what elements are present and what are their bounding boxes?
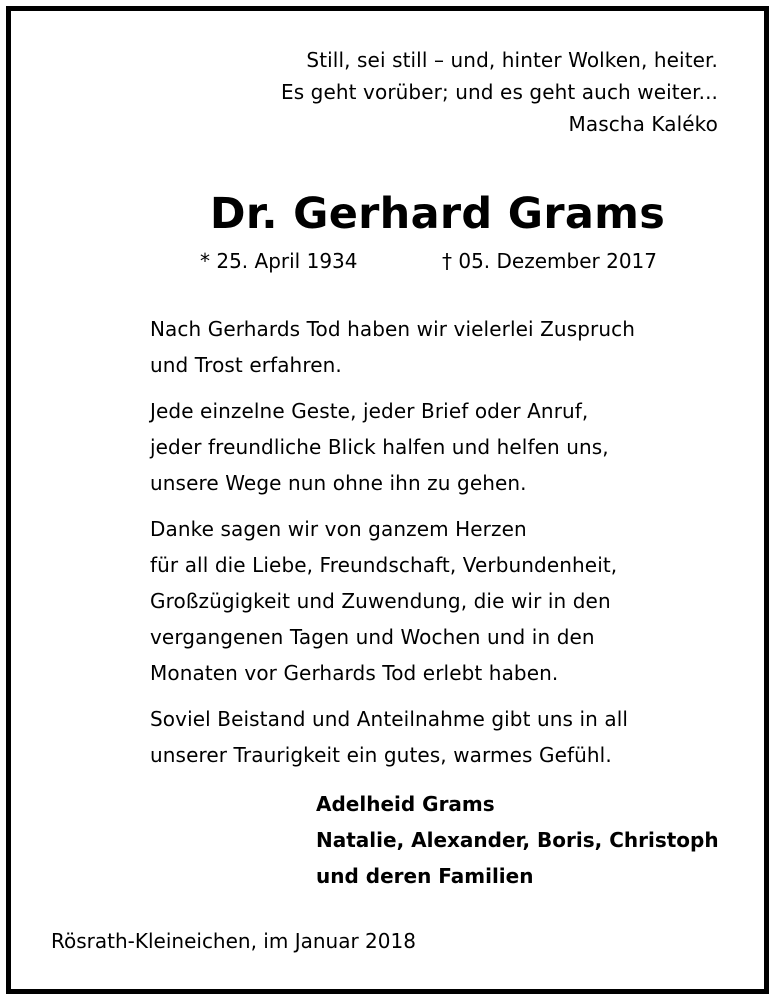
quote-line: Es geht vorüber; und es geht auch weiter... — [280, 80, 718, 104]
message-paragraph — [150, 393, 635, 501]
message-line: Jede einzelne Geste, jeder Brief oder Anruf, — [150, 399, 589, 423]
thank-you-message — [150, 311, 635, 783]
message-line: unserer Traurigkeit ein gutes, warmes Gefühl. — [150, 743, 612, 767]
quote-line: Still, sei still – und, hinter Wolken, heiter. — [306, 48, 718, 72]
message-paragraph — [150, 511, 635, 691]
quote-author: Mascha Kaléko — [568, 112, 718, 136]
message-line: Danke sagen wir von ganzem Herzen — [150, 517, 527, 541]
message-paragraph — [150, 701, 635, 773]
signer-name: und deren Familien — [316, 864, 534, 888]
message-line: für all die Liebe, Freundschaft, Verbundenheit, — [150, 553, 618, 577]
message-line: Soviel Beistand und Anteilnahme gibt uns in all — [150, 707, 629, 731]
place-and-date: Rösrath-Kleineichen, im Januar 2018 — [51, 929, 416, 953]
signer-name: Natalie, Alexander, Boris, Christoph — [316, 828, 719, 852]
message-paragraph — [150, 311, 635, 383]
message-line: Nach Gerhards Tod haben wir vielerlei Zuspruch — [150, 317, 635, 341]
message-line: vergangenen Tagen und Wochen und in den — [150, 625, 595, 649]
message-line: Großzügigkeit und Zuwendung, die wir in den — [150, 589, 611, 613]
message-line: jeder freundliche Blick halfen und helfen uns, — [150, 435, 609, 459]
signer-name: Adelheid Grams — [316, 792, 495, 816]
epigraph-quote — [281, 44, 718, 140]
signers-block — [316, 786, 719, 894]
message-line: unsere Wege nun ohne ihn zu gehen. — [150, 471, 527, 495]
deceased-name: Dr. Gerhard Grams — [209, 189, 666, 239]
death-date: † 05. Dezember 2017 — [442, 249, 657, 273]
message-line: Monaten vor Gerhards Tod erlebt haben. — [150, 661, 559, 685]
birth-date: * 25. April 1934 — [200, 249, 358, 273]
message-line: und Trost erfahren. — [150, 353, 342, 377]
